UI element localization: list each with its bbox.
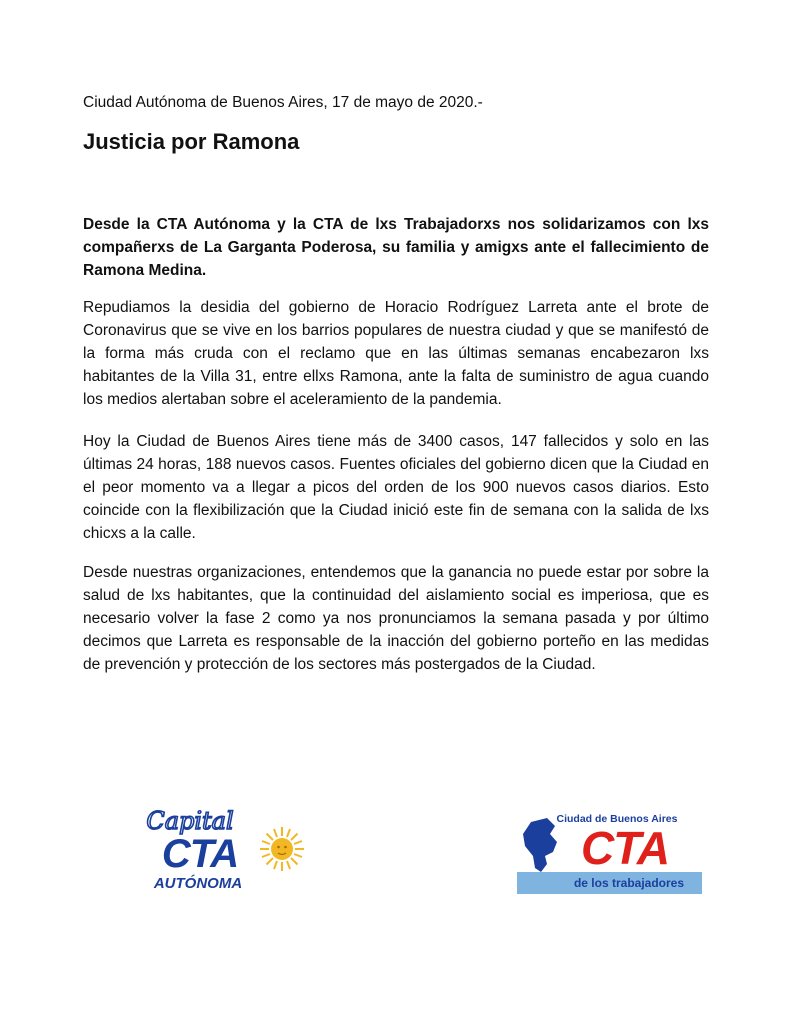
- logo-left-top-word: Capital: [146, 807, 234, 835]
- sun-of-may-icon: [260, 827, 304, 871]
- americas-map-icon: [523, 818, 557, 872]
- body-paragraph-1: Repudiamos la desidia del gobierno de Horacio Rodríguez Larreta ante el brote de Coronavirus que se vive en los barrios populares de nuestra ciudad y que se manifestó de la forma más cruda con el reclamo que en las últimas semanas encabezaron lxs habitantes de la Villa 31, entre ellxs Ramona, ante la falta de suministro de agua cuando los medios alertaban sobre el aceleramiento de la pandemia.: [83, 299, 709, 408]
- logo-left-mark: CTA: [161, 832, 239, 876]
- logo-right-top-word: Ciudad de Buenos Aires: [556, 813, 678, 825]
- cta-trabajadores-logo: [517, 810, 702, 895]
- logo-right-mark: CTA: [580, 822, 670, 874]
- logo-left-bottom-word: AUTÓNOMA: [153, 875, 243, 892]
- logo-right-bottom-word: de los trabajadores: [573, 876, 685, 890]
- date-line: Ciudad Autónoma de Buenos Aires, 17 de mayo de 2020.-: [83, 94, 483, 111]
- body-paragraph-2: Hoy la Ciudad de Buenos Aires tiene más de 3400 casos, 147 fallecidos y solo en las últimas 24 horas, 188 nuevos casos. Fuentes oficiales del gobierno dicen que la Ciudad en el peor momento va a llegar a picos del orden de los 900 nuevos casos diarios. Esto coincide con la flexibilización que la Ciudad inició este fin de semana con la salida de lxs chicxs a la calle.: [83, 433, 709, 542]
- lead-paragraph: Desde la CTA Autónoma y la CTA de lxs Trabajadorxs nos solidarizamos con lxs compañerxs de La Garganta Poderosa, su familia y amigxs ante el fallecimiento de Ramona Medina.: [83, 216, 709, 279]
- letter-title: Justicia por Ramona: [83, 129, 300, 154]
- cta-autonoma-logo: [130, 805, 310, 895]
- body-paragraph-3: Desde nuestras organizaciones, entendemos que la ganancia no puede estar por sobre la salud de lxs habitantes, que la continuidad del aislamiento social es imperiosa, que es necesario volver la fase 2 como ya nos pronunciamos la semana pasada y por último decimos que Larreta es responsable de la inacción del gobierno porteño en las medidas de prevención y protección de los sectores más postergados de la Ciudad.: [83, 564, 709, 673]
